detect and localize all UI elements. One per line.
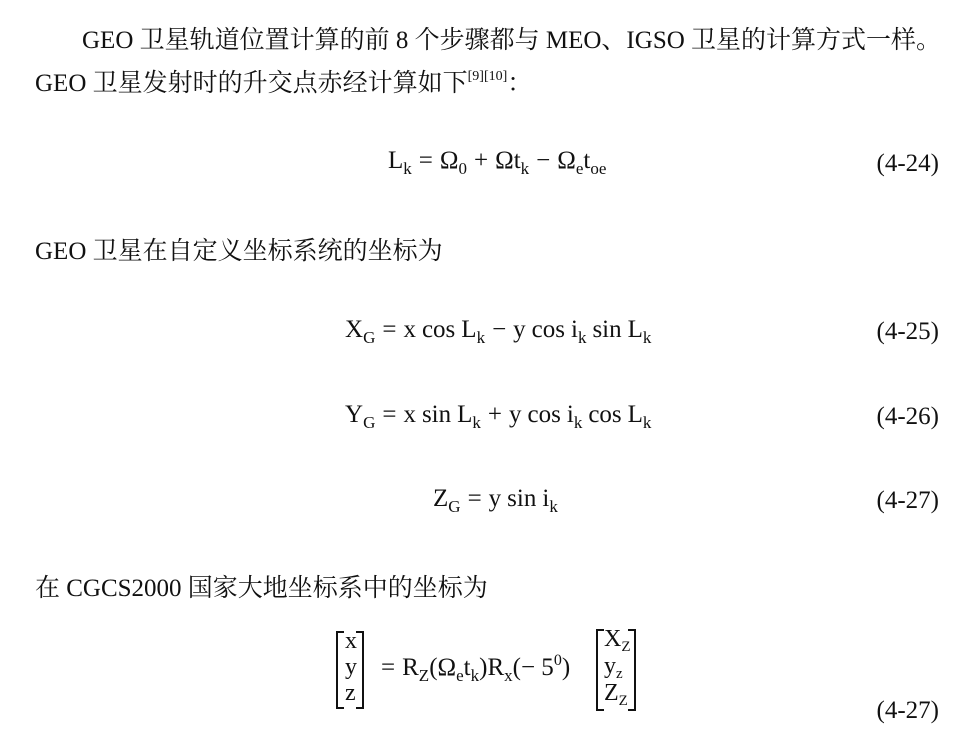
symbol-L: L [457, 401, 473, 428]
sub-k: k [476, 328, 486, 347]
symbol-omega: Ω [437, 654, 457, 681]
sub-Z: Z [418, 666, 430, 685]
symbol-L: L [627, 316, 643, 343]
close-paren: ) [561, 654, 571, 681]
sub-oe: oe [590, 159, 607, 178]
sup-degree: 0 [553, 652, 562, 669]
vector-entry-xz: $X_Z$ [604, 626, 631, 655]
sub-k: k [403, 159, 412, 178]
sin-operator: sin [592, 316, 622, 343]
sub-k: k [577, 328, 587, 347]
symbol-X: X [345, 316, 364, 343]
close-paren: ) [479, 654, 488, 681]
symbol-x: x [403, 401, 416, 428]
equation-number-4-27b: (4-27) [876, 697, 939, 724]
symbol-L: L [461, 316, 477, 343]
vector-entry-x: x [345, 628, 357, 654]
symbol-omega: Ω [439, 147, 459, 174]
symbol-Y: Y [345, 401, 364, 428]
sub-k: k [520, 159, 530, 178]
sub-e: e [575, 159, 584, 178]
plus-sign: + [473, 147, 489, 174]
paragraph-text: GEO 卫星发射时的升交点赤经计算如下 [35, 70, 468, 97]
open-paren: ( [429, 654, 438, 681]
cos-operator: cos [421, 316, 456, 343]
symbol-y: y [509, 401, 522, 428]
sub-x: x [504, 666, 513, 685]
symbol-i: i [542, 485, 550, 512]
cos-operator: cos [527, 401, 561, 428]
symbol-i: i [566, 401, 574, 428]
rotation-expression [374, 652, 570, 686]
left-bracket [336, 631, 344, 709]
symbol-L: L [627, 401, 643, 428]
vector-entry-yz: $y_z$ [604, 653, 623, 682]
vector-entry-y: y [345, 654, 357, 680]
symbol-t: t [513, 147, 521, 174]
paragraph-2: GEO 卫星在自定义坐标系统的坐标为 [35, 238, 443, 265]
symbol-omega: Ω [495, 147, 514, 174]
sub-G: G [363, 328, 376, 347]
sub-k: k [470, 666, 480, 685]
sub-k: k [573, 413, 583, 432]
minus-sign: − [536, 147, 551, 174]
symbol-omega: Ω [557, 147, 576, 174]
symbol-R: R [402, 654, 419, 681]
equals-sign: = [381, 654, 396, 681]
sub-e: e [456, 666, 464, 685]
symbol-i: i [571, 316, 578, 343]
symbol-L: L [388, 147, 404, 174]
sin-operator: sin [507, 485, 537, 512]
equation-number-4-27a: (4-27) [876, 487, 939, 514]
equation-number-4-24: (4-24) [876, 150, 939, 177]
cos-operator: cos [588, 401, 622, 428]
equation-number-4-25: (4-25) [876, 318, 939, 345]
equation-4-26 [345, 401, 651, 433]
angle-argument: (− 5 [512, 654, 554, 681]
vector-entry-zz: $Z_Z$ [604, 680, 628, 709]
paragraph-line-2 [35, 63, 532, 99]
sub-k: k [642, 413, 652, 432]
symbol-x: x [403, 316, 416, 343]
symbol-t: t [463, 654, 471, 681]
equation-4-27 [433, 485, 558, 517]
equation-4-24 [388, 147, 606, 179]
sub-k: k [642, 328, 652, 347]
sub-0: 0 [458, 159, 467, 178]
left-vector [336, 628, 364, 706]
symbol-R: R [487, 654, 505, 681]
equation-number-4-26: (4-26) [876, 403, 939, 430]
sin-operator: sin [421, 401, 452, 428]
right-bracket [356, 631, 364, 709]
sub-G: G [363, 413, 376, 432]
vector-entry-z: z [345, 680, 356, 706]
sub-k: k [549, 497, 558, 516]
equals-sign: = [418, 147, 433, 174]
equation-4-25 [345, 316, 651, 348]
symbol-y: y [488, 485, 502, 512]
paragraph-3: 在 CGCS2000 国家大地坐标系中的坐标为 [35, 575, 488, 602]
symbol-y: y [513, 316, 526, 343]
colon: ： [507, 70, 533, 97]
citation-ref: [9][10] [467, 69, 508, 84]
equals-sign: = [467, 485, 482, 512]
cos-operator: cos [531, 316, 565, 343]
symbol-t: t [583, 147, 591, 174]
symbol-Z: Z [433, 485, 449, 512]
sub-k: k [472, 413, 481, 432]
equals-sign: = [382, 316, 397, 343]
plus-sign: + [487, 401, 503, 428]
right-vector [596, 626, 636, 709]
minus-sign: − [492, 316, 507, 343]
left-bracket [596, 629, 604, 711]
sub-G: G [448, 497, 461, 516]
equals-sign: = [382, 401, 397, 428]
paragraph-line-1: GEO 卫星轨道位置计算的前 8 个步骤都与 MEO、IGSO 卫星的计算方式一样。 [82, 27, 942, 54]
